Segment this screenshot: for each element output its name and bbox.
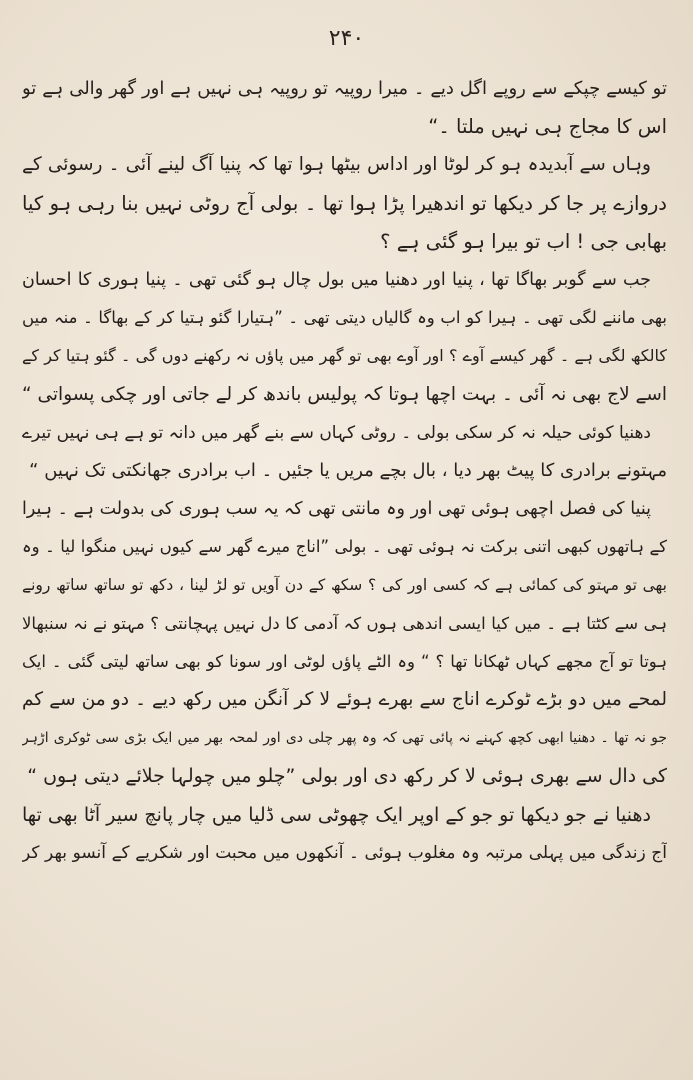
text-line: لمحے میں دو بڑے ٹوکرے اناج سے بھرے ہوئے لا کر آنگن میں رکھ دیے ۔ دو من سے کم — [22, 689, 667, 710]
text-line: وہاں سے آبدیدہ ہو کر لوٹا اور اداس بیٹھا ہوا تھا کہ پنیا آگ لینے آئی ۔ رسوئی کے — [22, 154, 651, 176]
text-line: کالکھ لگی ہے ۔ گھر کیسے آوے ؟ اور آوے بھی تو گھر میں پاؤں نہ رکھنے دوں گی ۔ گئو ہتیا کر کے — [22, 346, 667, 366]
text-line: بھی تو مہتو کی کمائی ہے کہ کسی اور کی ؟ سکھ کے دن آویں تو لڑ لینا ، دکھ تو ساتھ ساتھ رونے — [22, 576, 667, 595]
text-line: آج زندگی میں پہلی مرتبہ وہ مغلوب ہوئی ۔ آنکھوں میں محبت اور شکریے کے آنسو بھر کر — [22, 842, 667, 863]
text-line: بھی ماننے لگی تھی ۔ ہیرا کو اب وہ گالیاں دیتی تھی ۔ ”ہتیارا گئو ہتیا کر کے بھاگا ۔ منہ میں — [22, 308, 667, 328]
text-line: ہی سے کٹتا ہے ۔ میں کیا ایسی اندھی ہوں کہ آدمی کا دل نہیں پہچانتی ؟ مہتو نے نہ سنبھالا — [22, 613, 667, 633]
page-number: ۲۴۰ — [328, 26, 365, 51]
text-line: تو کیسے چپکے سے روپے اگل دیے ۔ میرا روپیہ تو روپیہ ہی نہیں ہے اور گھر والی ہے تو — [22, 78, 667, 99]
text-line: جو نہ تھا ۔ دھنیا ابھی کچھ کہنے نہ پائی تھی کہ وہ پھر چلی دی اور لمحہ بھر میں ایک بڑی سی ٹوکری اڑہر — [22, 730, 667, 747]
text-line: مہتونے برادری کا پیٹ بھر دیا ، بال بچے مریں یا جئیں ۔ اب برادری جھانکتی تک نہیں “ — [29, 459, 667, 481]
text-line: دھنیا نے جو دیکھا تو جو کے اوپر ایک چھوٹی سی ڈلیا میں چار پانچ سیر آٹا بھی تھا — [22, 803, 651, 826]
text-line: کے ہاتھوں کبھی اتنی برکت نہ ہوئی تھی ۔ بولی ”اناج میرے گھر سے کیوں نہیں منگوا لیا ۔ وہ — [22, 537, 667, 557]
text-line: بھابی جی ! اب تو بیرا ہو گئی ہے ؟ — [380, 229, 667, 253]
urdu-text-body — [22, 70, 667, 872]
text-line: اس کا مجاج ہی نہیں ملتا ۔“ — [428, 115, 667, 139]
text-line: کی دال سے بھری ہوئی لا کر رکھ دی اور بولی ”چلو میں چولہا جلائے دیتی ہوں “ — [27, 765, 667, 788]
text-line: پنیا کی فصل اچھی ہوئی تھی اور وہ مانتی تھی کہ یہ سب ہوری کی بدولت ہے ۔ ہیرا — [22, 499, 651, 520]
text-line: دروازے پر جا کر دیکھا تو اندھیرا پڑا ہوا تھا ۔ بولی آج روٹی نہیں بنا رہی ہو کیا — [22, 191, 667, 215]
text-line: جب سے گوبر بھاگا تھا ، پنیا اور دھنیا میں بول چال ہو گئی تھی ۔ پنیا ہوری کا احسان — [22, 269, 651, 290]
text-line: اسے لاج بھی نہ آئی ۔ بہت اچھا ہوتا کہ پولیس باندھ کر لے جاتی اور چکی پسواتی “ — [22, 383, 667, 405]
text-line: ہوتا تو آج مجھے کہاں ٹھکانا تھا ؟ “ وہ الٹے پاؤں لوٹی اور سونا کو بھی ساتھ لیتی گئی ۔ ایک — [22, 651, 667, 671]
text-line: دھنیا کوئی حیلہ نہ کر سکی بولی ۔ روٹی کہاں سے بنے گھر میں دانہ تو ہے ہی نہیں تیرے — [22, 422, 651, 443]
